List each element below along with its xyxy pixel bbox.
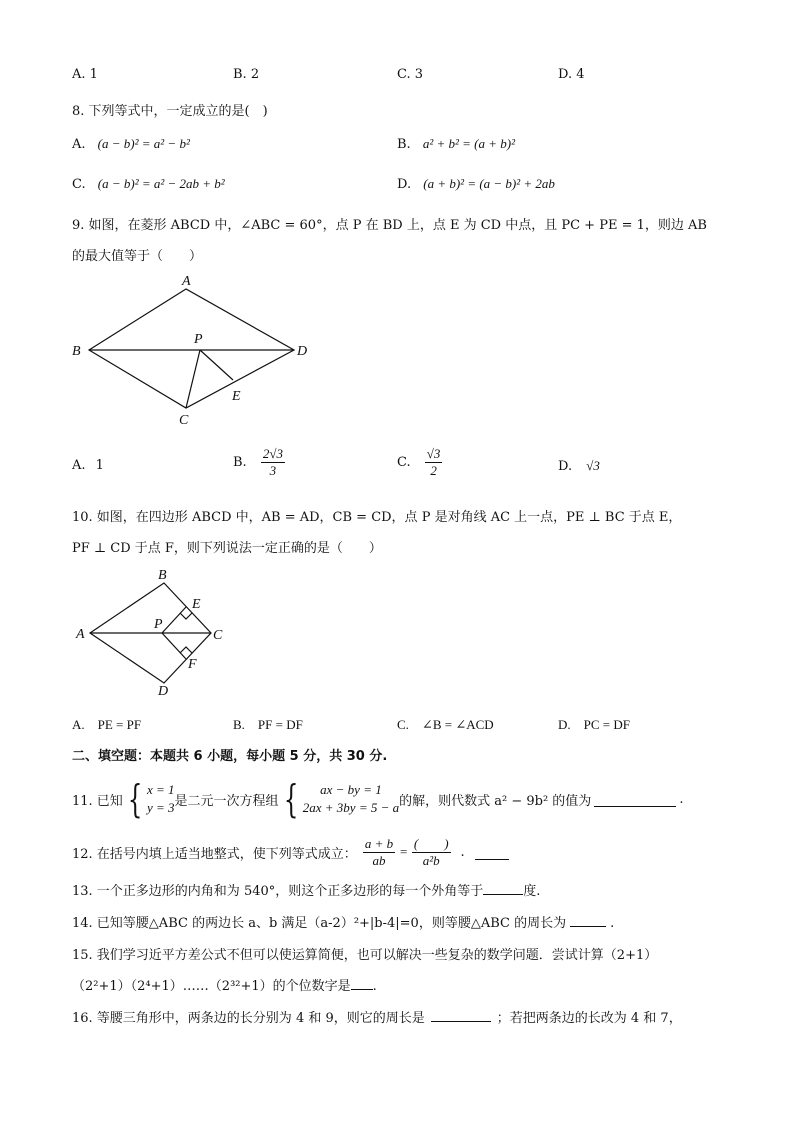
- q7-option-d: D. 4: [558, 67, 585, 82]
- q11-prefix: 11. 已知: [72, 793, 123, 809]
- segment-pf: [162, 633, 186, 659]
- q7-option-c: C. 3: [397, 67, 424, 82]
- q10-stem-line1: 10. 如图，在四边形 ABCD 中，AB = AD，CB = CD，点 P 是对角线 AC 上一点，PE ⊥ BC 于点 E，: [72, 510, 682, 525]
- label-a: A: [182, 274, 191, 289]
- option-label: C.: [397, 455, 411, 470]
- label-d: D: [297, 344, 308, 359]
- left-brace-icon: {: [127, 777, 143, 821]
- rhombus-outline: [89, 289, 294, 408]
- q11-suffix: 的解，则代数式 a² − 9b² 的值为: [399, 793, 592, 809]
- system-line: x = 1: [147, 782, 175, 797]
- option-label: B.: [233, 455, 247, 470]
- q14-answer-blank[interactable]: [570, 912, 606, 927]
- q16: [72, 1007, 682, 1026]
- left-brace-icon: {: [283, 777, 298, 821]
- fraction: [412, 836, 451, 869]
- label-b: B: [72, 344, 81, 359]
- q10-stem-line2: PF ⊥ CD 于点 F，则下列说法一定正确的是（ ）: [72, 541, 382, 556]
- label-b: B: [158, 568, 167, 583]
- q12-answer-blank[interactable]: [475, 845, 509, 860]
- q12: 12. 在括号内填上适当地整式，使下列等式成立： $\frac{a + b}{ab}$ = $\frac{( )}{\text{a²b}}$ .: [72, 832, 509, 872]
- q16-answer-blank[interactable]: [431, 1007, 491, 1022]
- fraction-numerator: √3: [426, 446, 441, 461]
- q9-stem-line1: 9. 如图，在菱形 ABCD 中，∠ABC = 60°，点 P 在 BD 上，点 E 为 CD 中点，且 PC + PE = 1，则边 AB: [72, 218, 707, 233]
- label-p: P: [194, 332, 203, 347]
- label-e: E: [232, 389, 241, 404]
- q11-end: .: [679, 791, 684, 807]
- fraction: [261, 446, 285, 479]
- q13: [72, 880, 540, 899]
- q10-quadrilateral-figure: [66, 562, 246, 702]
- q7-option-b: B. 2: [233, 67, 260, 82]
- q16-text: 16. 等腰三角形中，两条边的长分别为 4 和 9，则它的周长是: [72, 1011, 425, 1026]
- option-label: B.: [397, 137, 411, 152]
- segment-pe: [200, 350, 233, 380]
- option-value: 1: [95, 458, 104, 473]
- option-label: D.: [397, 177, 412, 192]
- q10-option-b: B. PF = DF: [233, 717, 303, 732]
- label-d: D: [158, 684, 169, 699]
- q9-option-d: [558, 458, 600, 474]
- label-a: A: [76, 627, 85, 642]
- right-angle-mark-f: [180, 647, 192, 653]
- option-expr: (a − b)² = a² − b²: [97, 136, 190, 151]
- q15-answer-blank[interactable]: [351, 975, 373, 990]
- right-angle-mark-e: [180, 613, 192, 619]
- q11-answer-blank[interactable]: [594, 792, 676, 807]
- q9-option-b: [233, 446, 285, 479]
- q10-option-c: C. ∠B = ∠ACD: [397, 717, 494, 732]
- q15-end: .: [372, 979, 377, 994]
- q8-option-b: [397, 136, 515, 152]
- fraction-numerator: a + b: [364, 835, 394, 851]
- q11: [72, 776, 683, 822]
- fraction-numerator: 2√3: [262, 446, 283, 461]
- q10-option-a: A. PE = PF: [72, 717, 142, 732]
- system-line: ax − by = 1: [320, 782, 382, 797]
- system-line: 2ax + 3by = 5 − a: [302, 800, 400, 815]
- option-label: A.: [72, 458, 86, 473]
- q14-end: .: [610, 916, 615, 931]
- q13-answer-blank[interactable]: [483, 880, 523, 895]
- option-label: C.: [72, 177, 86, 192]
- q9-option-c: [397, 446, 442, 479]
- system-line: y = 3: [147, 800, 175, 815]
- q15-text: （2²+1）（2⁴+1）……（2³²+1）的个位数字是: [72, 979, 351, 994]
- q15-line2: [72, 975, 377, 994]
- q13-text: 13. 一个正多边形的内角和为 540°，则这个正多边形的每一个外角等于: [72, 884, 484, 899]
- segment-pc: [186, 350, 200, 408]
- label-c: C: [213, 628, 223, 643]
- q11-middle: 是二元一次方程组: [174, 793, 279, 809]
- fraction-denominator: 2: [430, 463, 437, 478]
- segment-pe: [162, 607, 186, 633]
- fraction-denominator: 3: [269, 463, 277, 478]
- q14-text: 14. 已知等腰△ABC 的两边长 a、b 满足（a-2）²+|b-4|=0，则等腰△ABC 的周长为: [72, 916, 567, 931]
- q14: [72, 912, 614, 931]
- fraction: [363, 836, 395, 869]
- label-f: F: [188, 657, 197, 672]
- q12-prefix: 12. 在括号内填上适当地整式，使下列等式成立：: [72, 846, 357, 862]
- section-2-heading: 二、填空题：本题共 6 小题，每小题 5 分，共 30 分.: [72, 749, 388, 764]
- label-e: E: [192, 597, 201, 612]
- q13-end: 度.: [523, 884, 541, 899]
- option-expr: a² + b² = (a + b)²: [422, 136, 515, 151]
- fraction-denominator: ab: [372, 852, 386, 868]
- label-p: P: [154, 617, 163, 632]
- q12-end: .: [460, 844, 465, 860]
- q15-line1: 15. 我们学习近平方差公式不但可以使运算简便，也可以解决一些复杂的数学问题．尝试计算（2+1）: [72, 948, 658, 963]
- q8-option-d: [397, 176, 555, 192]
- fraction-denominator: a²b: [422, 852, 440, 868]
- option-expr: (a − b)² = a² − 2ab + b²: [97, 176, 225, 191]
- q16-tail: ；若把两条边的长改为 4 和 7，: [496, 1011, 682, 1026]
- option-label: A.: [72, 137, 86, 152]
- q11-solution-system: [147, 781, 175, 817]
- q10-option-d: D. PC = DF: [558, 717, 630, 732]
- q9-rhombus-figure: [64, 270, 324, 430]
- q7-option-a: A. 1: [72, 67, 98, 82]
- q11-equation-system: [303, 781, 399, 817]
- fraction-numerator: ( ): [413, 835, 449, 851]
- fraction: [425, 446, 443, 479]
- q9-option-a: [72, 458, 104, 473]
- q8-option-a: [72, 136, 190, 152]
- q8-stem: 8. 下列等式中，一定成立的是( ): [72, 104, 268, 119]
- option-expr: (a + b)² = (a − b)² + 2ab: [423, 176, 555, 191]
- option-value: √3: [586, 458, 600, 473]
- option-label: D.: [558, 459, 573, 474]
- label-c: C: [179, 413, 189, 428]
- q8-option-c: [72, 176, 225, 192]
- q9-stem-line2: 的最大值等于（ ）: [72, 249, 203, 264]
